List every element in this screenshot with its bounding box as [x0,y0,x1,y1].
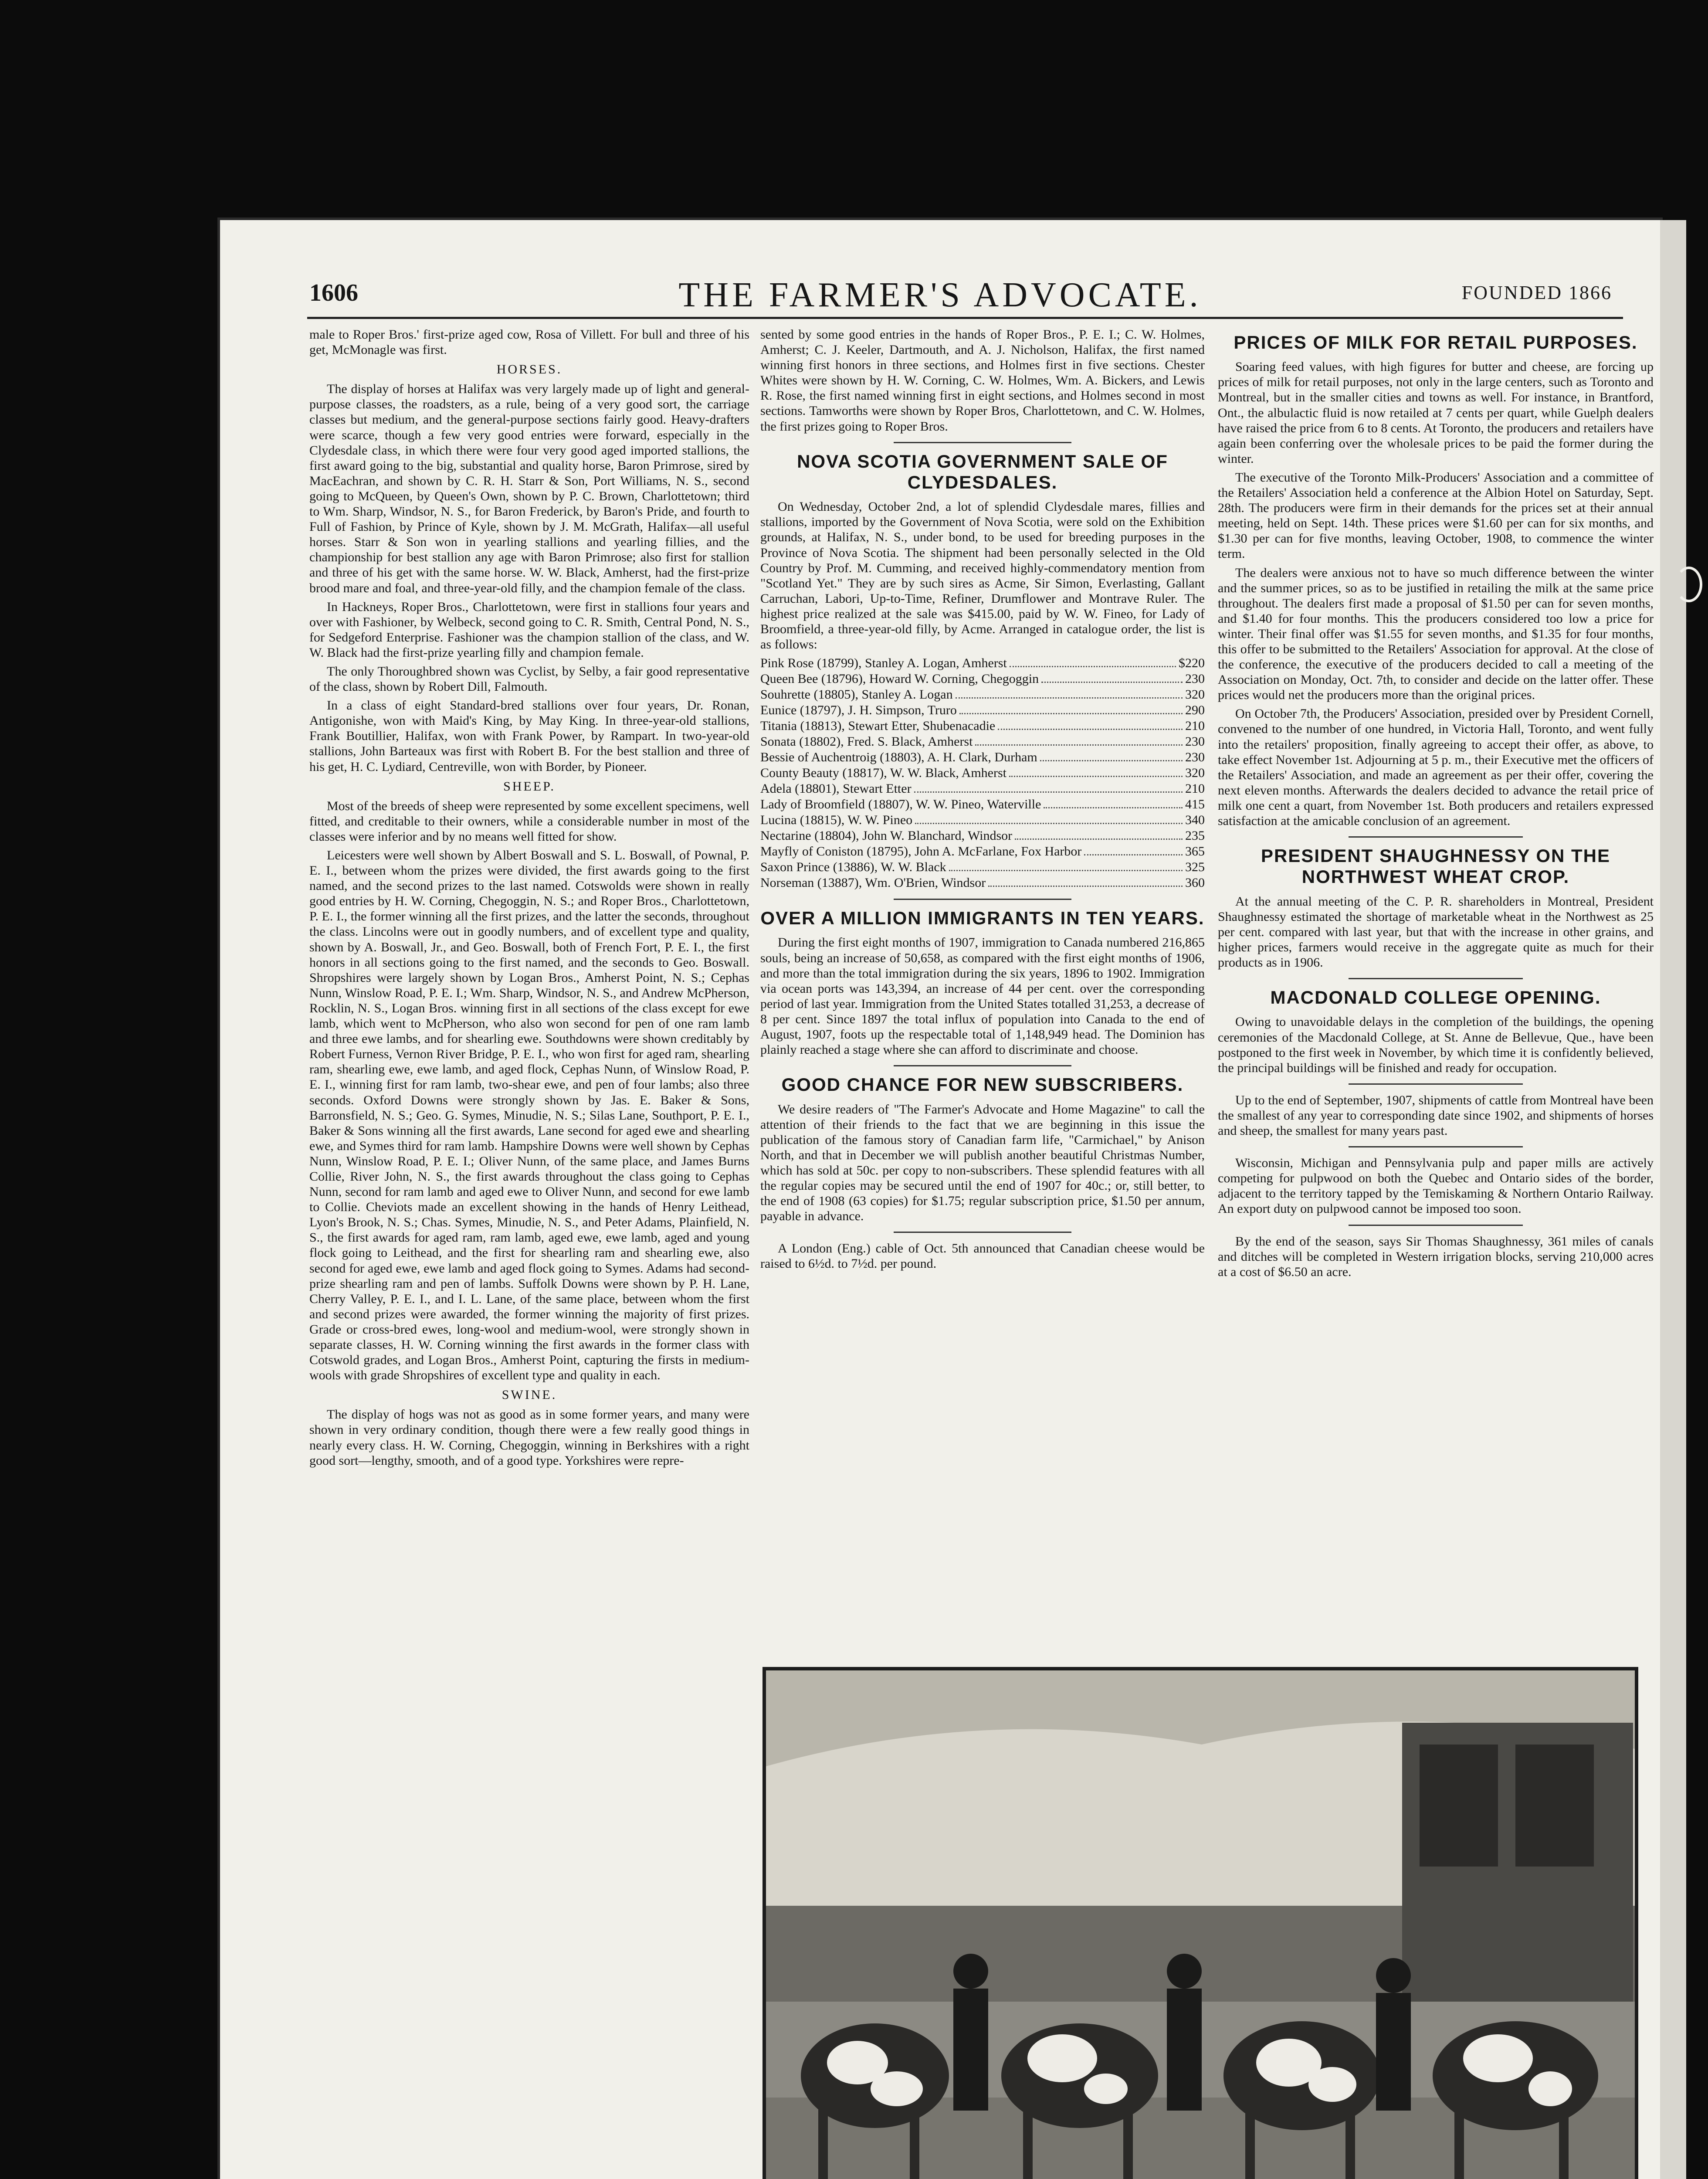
leader-dots [975,744,1183,746]
sale-entry-price: 360 [1185,876,1205,890]
masthead-title: THE FARMER'S ADVOCATE. [678,276,1202,314]
sale-entry-name: Pink Rose (18799), Stanley A. Logan, Amherst [760,656,1007,671]
article-text: A London (Eng.) cable of Oct. 5th announced that Canadian cheese would be raised to 6½d. to 7½d. per pound. [760,1241,1205,1271]
leader-dots [988,886,1183,887]
headline-wheat-crop: PRESIDENT SHAUGHNESSY ON THE NORTHWEST WHEAT CROP. [1261,845,1610,887]
article-text: male to Roper Bros.' first-prize aged cow, Rosa of Villett. For bull and three of his get, McMonagle was first. [309,327,749,357]
sale-list-item [760,875,1205,891]
sale-entry-name: Souhrette (18805), Stanley A. Logan [760,687,953,702]
sale-list-item [760,671,1205,687]
divider [894,1065,1071,1066]
headline-clydesdale-sale: NOVA SCOTIA GOVERNMENT SALE OF CLYDESDALES. [797,451,1168,492]
sale-entry-name: Eunice (18797), J. H. Simpson, Truro [760,703,957,718]
article-text: During the first eight months of 1907, immigration to Canada numbered 216,865 souls, being an increase of 50,658, as compared with the first eight months of 1906, and more than the total immigration during the six years, 1896 to 1902. Immigration via ocean ports was 143,394, an increase of 44 per cent. over the corresponding period of last year. Immigration from the United States totalled 31,253, a decrease of 8 per cent. Since 1897 the total influx of population into Canada to the end of August, 1907, foots up the respectable total of 1,148,949 head. The Dominion has plainly reached a stage where she can afford to discriminate and choose. [760,935,1205,1057]
sale-entry-price: 325 [1185,860,1205,875]
article-text: By the end of the season, says Sir Thomas Shaughnessy, 361 miles of canals and ditches will be completed in Western irrigation blocks, serving 210,000 acres at a cost of $6.50 an acre. [1218,1234,1654,1279]
article-text: At the annual meeting of the C. P. R. shareholders in Montreal, President Shaughnessy estimated the shortage of marketable wheat in the Northwest as 25 per cent. compared with last year, but that with the increase in other grains, and higher prices, farmers would receive in the aggregate quite as much for their products as in 1906. [1218,894,1654,970]
headline-subscribers: GOOD CHANCE FOR NEW SUBSCRIBERS. [781,1074,1184,1095]
founded-label: FOUNDED 1866 [1461,282,1612,303]
sale-list-item [760,844,1205,859]
divider [894,1232,1071,1233]
article-text: The display of horses at Halifax was very largely made up of light and general-purpose classes, the roadsters, as a rule, being of a very good sort, the carriage classes but medium, and the general-purpose sections fairly good. Heavy-drafters were scarce, though a few very good entries were forward, especially in the Clydesdale class, in which there were four very good aged imported stallions, the first award going to the big, substantial and quality horse, Baron Primrose, sired by MacEachran, and shown by C. R. H. Starr & Son, Port Williams, N. S., second going to McQueen, by Queen's Own, shown by P. C. Brown, Charlottetown; third to Wm. Sharp, Windsor, N. S., for Baron Frederick, by Baron's Pride, and fourth to Full of Fashion, by Prince of Kyle, shown by J. M. McGrath, Halifax—all useful horses. Starr & Son won in yearling stallions and yearling fillies, and the championship for best stallion any age with Baron Primrose; also first for stallion and three of his get with the same horse. W. W. Black, Amherst, had the first-prize brood mare and foal, and three-year-old filly, and the champion female of the class. [309,382,749,595]
sale-entry-name: Mayfly of Coniston (18795), John A. McFarlane, Fox Harbor [760,844,1082,859]
article-text: Owing to unavoidable delays in the completion of the buildings, the opening ceremonies of the Macdonald College, at St. Anne de Bellevue, Que., have been postponed to the first week in November, by which time it is confidently believed, the principal buildings will be finished and ready for occupation. [1218,1015,1654,1075]
page-number: 1606 [309,279,358,306]
article-text: The dealers were anxious not to have so much difference between the winter and the summer prices, so as to be justified in retailing the milk at the same price throughout. The dealers first made a proposal of $1.50 per can for seven months, and $1.40 for four months. This the producers considered too low a price for winter. Their final offer was $1.55 for seven months, and $1.35 for four months, this offer to be submitted to the Retailers' Association for approval. At the close of the conference, the executive of the producers decided to call a meeting of the Association on Monday, Oct. 7th, to consider and decide on the latter offer. These prices would net the producers more than the original prices. [1218,565,1654,703]
sale-entry-price: 235 [1185,828,1205,843]
sale-entry-name: Nectarine (18804), John W. Blanchard, Windsor [760,828,1013,843]
article-text: Leicesters were well shown by Albert Boswall and S. L. Boswall, of Pownal, P. E. I., between whom the prizes were divided, the first awards going to the first named, and the second prizes to the last named. Cotswolds were shown in really good entries by H. W. Corning, Chegoggin, N. S.; and Roper Bros., Charlottetown, P. E. I., the former winning all the first prizes, and the latter the seconds, throughout the class. Lincolns were out in goodly numbers, and of excellent type and quality, shown by A. Boswall, Jr., and Geo. Boswall, both of French Fort, P. E. I., the first honors in all sections going to the first named, and the seconds to Geo. Boswall. Shropshires were largely shown by Logan Bros., Amherst Point, N. S.; Cephas Nunn, Winslow Road, P. E. I.; Wm. Sharp, Windsor, N. S., and Andrew McPherson, Rocklin, N. S., Logan Bros. winning first in all sections of the class except for ewe lamb, which went to McPherson, who also won second for pen of one ram lamb and three ewe lambs, and for shearling ewe. Southdowns were shown creditably by Robert Furness, Vernon River Bridge, P. E. I., who won first for aged ram, shearling ram, shearling ewe, ewe lamb, and aged flock, Cephas Nunn, of Winslow Road, P. E. I., winning first for ram lamb, two-shear ewe, and pen of four lambs; also three seconds. Oxford Downs were strongly shown by Jas. E. Baker & Sons, Barronsfield, N. S.; Geo. G. Symes, Minudie, N. S.; Silas Lane, Southport, P. E. I., Baker & Sons winning all the first awards, Lane second for aged ewe and shearling ewe, and Symes third for ram lamb. Hampshire Downs were well shown by Cephas Nunn, Winslow Road, P. E. I.; Oliver Nunn, of the same place, and James Burns Collie, River John, N. S., the first awards throughout the class going to Cephas Nunn, second for ram lamb and aged ewe to Oliver Nunn, and second for ewe lamb to Collie. Cheviots made an excellent showing in the hands of Henry Leithead, Lyon's Brook, N. S.; Chas. Symes, Minudie, N. S., and Peter Adams, Plainfield, N. S., the first awards for aged ram, ram lamb, aged ewe, ewe lamb, aged and young flock going to Leithead, and the first for shearling ram and shearling ewe, also second for aged ewe, ewe lamb and aged flock going to Symes. Adams had second-prize shearling ram and pen of lambs. Suffolk Downs were shown by P. H. Lane, Cherry Valley, P. E. I., and I. L. Lane, of the same place, between whom the first and second prizes were awarded, the former winning the majority of first prizes. Grade or cross-bred ewes, long-wool and medium-wool, were strongly shown in separate classes, H. W. Corning winning the first awards in the former class with Cotswold grades, and Logan Bros., Amherst Point, capturing the firsts in medium-wools with grade Shropshires of excellent type and quality in each. [309,848,749,1383]
article-text: Soaring feed values, with high figures for butter and cheese, are forcing up prices of milk for retail purposes, not only in the large centers, such as Toronto and Montreal, but in the smaller cities and towns as well. For instance, in Brantford, Ont., the albulactic fluid is now retailed at 7 cents per quart, while Guelph dealers have raised the price from 6 to 8 cents. At Toronto, the producers and retailers have again been conferring over the wholesale prices to be paid the former during the winter. [1218,360,1654,466]
sale-entry-name: Lady of Broomfield (18807), W. W. Pineo, Waterville [760,797,1041,812]
sale-list [760,655,1205,891]
leader-dots [956,697,1183,699]
headline-immigrants: OVER A MILLION IMMIGRANTS IN TEN YEARS. [760,908,1205,929]
sale-entry-price: 365 [1185,844,1205,859]
sale-entry-name: Titania (18813), Stewart Etter, Shubenacadie [760,719,996,733]
sale-list-item [760,812,1205,828]
sale-entry-price: 210 [1185,719,1205,733]
sale-entry-name: Bessie of Auchentroig (18803), A. H. Clark, Durham [760,750,1037,765]
sale-list-item [760,703,1205,718]
section-heading-sheep: SHEEP. [503,779,556,794]
sale-entry-name: County Beauty (18817), W. W. Black, Amherst [760,766,1006,781]
sale-entry-price: 340 [1185,813,1205,828]
leader-dots [1015,838,1183,840]
sale-entry-price: 230 [1185,734,1205,749]
photo-block [762,1667,1638,2179]
newspaper-page [220,220,1660,2179]
article-text: On Wednesday, October 2nd, a lot of splendid Clydesdale mares, fillies and stallions, imported by the Government of Nova Scotia, were sold on the Exhibition grounds, at Halifax, N. S., under bond, to be used for breeding purposes in the Province of Nova Scotia. The shipment had been personally selected in the Old Country by Prof. M. Cumming, and received highly-commendatory mention from "Scotland Yet." They are by such sires as Acme, Sir Simon, Everlasting, Gallant Carruchan, Labori, Up-to-Time, Refiner, Drumflower and Montrave Ruler. The highest price realized at the sale was $415.00, paid by W. W. Fineo, for Lady of Broomfield, a three-year-old filly, by Acme. Arranged in catalogue order, the list is as follows: [760,499,1205,652]
sale-entry-price: 320 [1185,687,1205,702]
leader-dots [1041,682,1183,683]
article-text: We desire readers of "The Farmer's Advocate and Home Magazine" to call the attention of their friends to the fact that we are beginning in this issue the publication of the famous story of Canadian farm life, "Carmichael," by Anison North, and that in December we will publish another beautiful Christmas Number, which has sold at 50c. per copy to non-subscribers. These splendid features with all the regular copies may be secured until the end of 1907 for 40c.; or, still better, to the end of 1908 (63 copies) for $1.75; regular subscription price, $1.50 per annum, payable in advance. [760,1102,1205,1224]
column-1 [309,327,749,2179]
leader-dots [949,870,1183,871]
leader-dots [1084,854,1183,855]
article-text: The executive of the Toronto Milk-Producers' Association and a committee of the Retailers' Association held a conference at the Albion Hotel on Saturday, Sept. 28th. The producers were firm in their demands for the prices set at their annual meeting, held on Sept. 14th. These prices were $1.60 per can for six months, and $1.30 per can for five months, leaving October, 1908, to commence the winter term. [1218,470,1654,561]
leader-dots [998,729,1183,730]
sale-list-item [760,718,1205,734]
divider [1349,978,1523,979]
leader-dots [1040,760,1183,761]
divider [894,899,1071,900]
sale-entry-name: Saxon Prince (13886), W. W. Black [760,860,946,875]
section-heading-swine: SWINE. [502,1388,557,1402]
leader-dots [1010,666,1176,667]
sale-entry-name: Norseman (13887), Wm. O'Brien, Windsor [760,876,986,890]
sale-entry-price: 290 [1185,703,1205,718]
sale-list-item [760,781,1205,797]
leader-dots [1009,776,1183,777]
article-text: Wisconsin, Michigan and Pennsylvania pulp and paper mills are actively competing for pulpwood on both the Quebec and Ontario sides of the border, adjacent to the territory tapped by the Temiskaming & Northern Ontario Railway. An export duty on pulpwood cannot be imposed too soon. [1218,1156,1654,1216]
sale-entry-price: 210 [1185,781,1205,796]
headline-milk-prices: PRICES OF MILK FOR RETAIL PURPOSES. [1234,332,1638,353]
article-text: Most of the breeds of sheep were represented by some excellent specimens, well fitted, and creditable to their owners, while a considerable number in most of the classes were inferior and by no means well fitted for show. [309,798,749,844]
sale-entry-name: Adela (18801), Stewart Etter [760,781,912,796]
section-heading-horses: HORSES. [496,362,563,377]
article-text: The display of hogs was not as good as in some former years, and many were shown in very ordinary condition, though there were a few really good things in nearly every class. H. W. Corning, Chegoggin, winning in Berkshires with a right good sort—lengthy, smooth, and of a good type. Yorkshires were repre- [309,1407,749,1468]
leader-dots [914,791,1183,793]
photo-illustration [766,1670,1635,2179]
divider [894,442,1071,443]
article-text: On October 7th, the Producers' Association, presided over by President Cornell, convened to the number of one hundred, in Victoria Hall, Toronto, and went fully into the retailers' proposition, finally agreeing to accept their offer, as above, to take effect November 1st. Adjourning at 5 p. m., their Executive met the officers of the Retailers' Association, and made an agreement as per their offer, covering the next eleven months. Afterwards the dealers decided to advance the retail price of milk one cent a quart, from November 1st. Both producers and retailers expressed satisfaction at the amicable conclusion of an agreement. [1218,706,1654,828]
scan-edge-mark [1675,567,1702,602]
holstein-calves-photo [762,1667,1638,2179]
header-rule [307,317,1623,319]
sale-list-item [760,859,1205,875]
sale-entry-price: 415 [1185,797,1205,812]
leader-dots [1044,807,1183,808]
sale-entry-name: Lucina (18815), W. W. Pineo [760,813,913,828]
sale-entry-name: Queen Bee (18796), Howard W. Corning, Chegoggin [760,672,1039,686]
article-text: Up to the end of September, 1907, shipments of cattle from Montreal have been the smallest of any year to corresponding date since 1902, and shipments of horses and sheep, the smallest for many years past. [1218,1093,1654,1138]
sale-list-item [760,687,1205,703]
sale-entry-price: 230 [1185,672,1205,686]
sale-entry-price: $220 [1179,656,1205,671]
sale-list-item [760,750,1205,765]
sale-list-item [760,828,1205,844]
sale-list-item [760,797,1205,812]
scan-edge [1660,220,1686,2179]
sale-list-item [760,655,1205,671]
column-2 [760,327,1205,1634]
article-text: In a class of eight Standard-bred stallions over four years, Dr. Ronan, Antigonishe, won with Maid's King, by May King. In three-year-old stallions, Frank Boutillier, Halifax, won with Frank Power, by Rampart. In two-year-old stallions, John Barteaux was first with Robert B. For the best stallion and three of his get, H. C. Lydiard, Centreville, won with Border, by Pioneer. [309,698,749,774]
divider [1349,1083,1523,1085]
leader-dots [959,713,1183,714]
article-text: sented by some good entries in the hands of Roper Bros., P. E. I.; C. W. Holmes, Amherst; C. J. Keeler, Dartmouth, and A. J. Nicholson, Halifax, the first named winning first honors in three sections, and Holmes first in five sections. Chester Whites were shown by H. W. Corning, C. W. Holmes, Wm. A. Bickers, and Lewis R. Rose, the first named winning first in eight sections, and Holmes second in most sections. Tamworths were shown by Roper Bros, Charlottetown, and C. W. Holmes, the first prizes going to Roper Bros. [760,327,1205,434]
divider [1349,1146,1523,1147]
sale-list-item [760,765,1205,781]
sale-entry-name: Sonata (18802), Fred. S. Black, Amherst [760,734,973,749]
page-header [220,276,1660,322]
article-text: The only Thoroughbred shown was Cyclist, by Selby, a fair good representative of the class, shown by Robert Dill, Falmouth. [309,664,749,694]
headline-macdonald-college: MACDONALD COLLEGE OPENING. [1270,987,1601,1008]
sale-entry-price: 230 [1185,750,1205,765]
leader-dots [915,823,1183,824]
divider [1349,836,1523,838]
sale-entry-price: 320 [1185,766,1205,781]
sale-list-item [760,734,1205,750]
column-3 [1218,327,1654,1634]
article-text: In Hackneys, Roper Bros., Charlottetown, were first in stallions four years and over with Fashioner, by Welbeck, second going to C. R. Smith, Central Pond, N. S., for Sedgeford Enterprise. Fashioner was the champion stallion of the class, and W. W. Black had the first-prize yearling filly and champion female. [309,599,749,660]
divider [1349,1225,1523,1226]
